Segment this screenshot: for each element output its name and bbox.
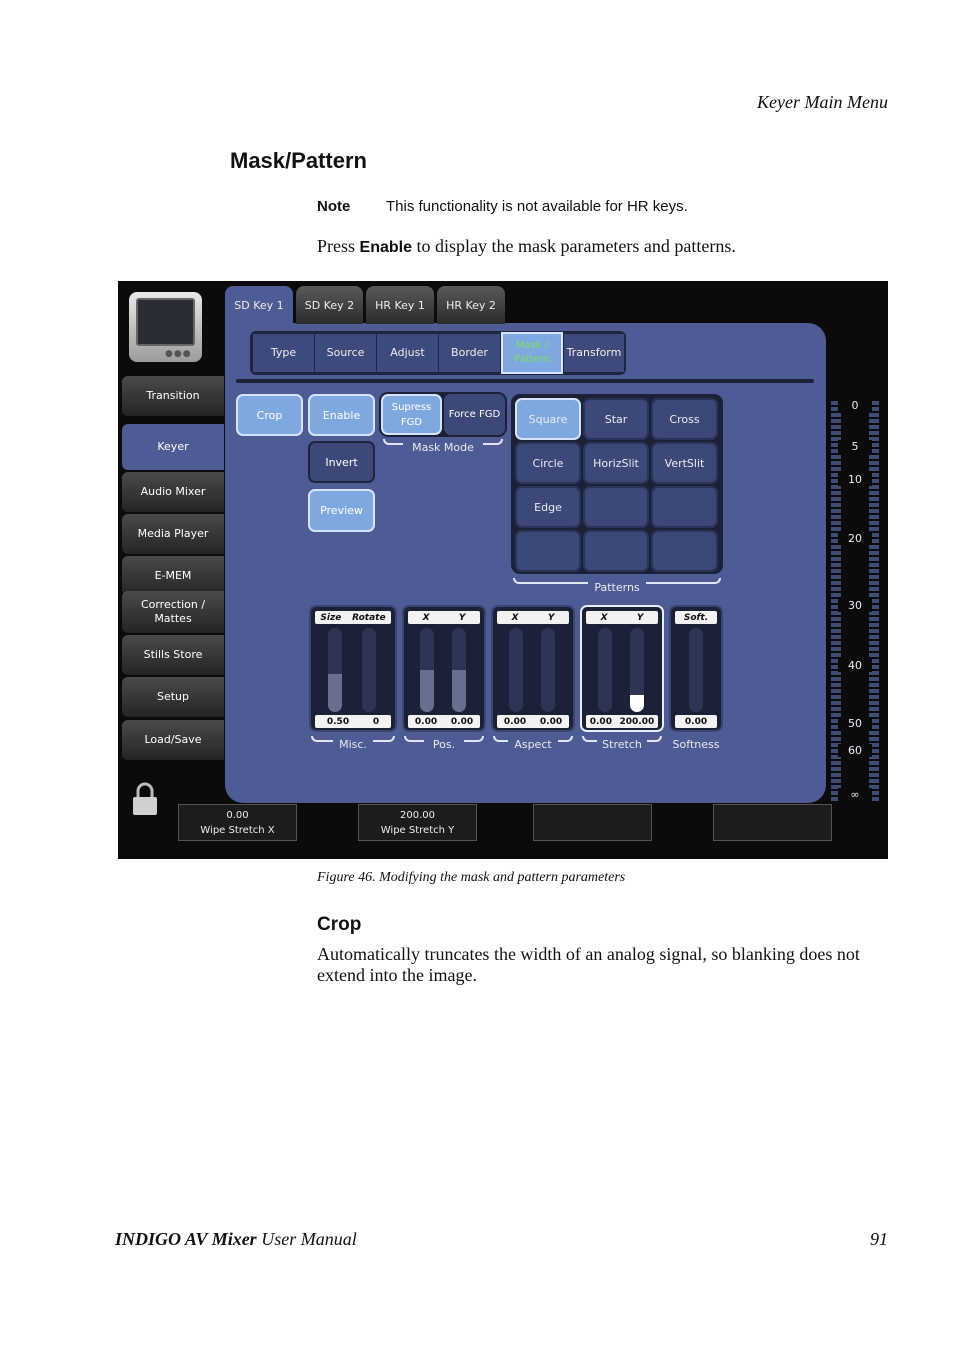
meter-label-60: 60 [838, 744, 872, 757]
keyer-screenshot [118, 281, 888, 859]
softness-slider-heads [675, 611, 717, 624]
sub-tab-mask-pattern[interactable]: Mask / Pattern [501, 332, 563, 374]
softness-value: 0.00 [684, 716, 708, 727]
empty-status-box[interactable] [713, 804, 832, 841]
stretch-label: Stretch [597, 738, 647, 751]
wipe-stretch-x-box[interactable] [178, 804, 297, 841]
footer-title [115, 1229, 357, 1250]
wipe-stretch-y-box[interactable] [358, 804, 477, 841]
patterns-label: Patterns [588, 581, 646, 594]
side-tab-e-mem[interactable]: E-MEM [122, 556, 224, 596]
rotate-slider[interactable] [362, 628, 376, 712]
para-press: Press [317, 236, 356, 256]
para-enable-keyword: Enable [359, 239, 412, 256]
pos-x-slider-fill [420, 670, 434, 712]
top-tab-sd-key-2[interactable]: SD Key 2 [296, 286, 363, 324]
aspect-label: Aspect [508, 738, 558, 751]
side-tab-load-save[interactable]: Load/Save [122, 720, 224, 760]
stretch-x-slider[interactable] [598, 628, 612, 712]
top-tab-hr-key-2[interactable]: HR Key 2 [437, 286, 505, 324]
misc-slider-heads [315, 611, 391, 624]
side-tab-transition[interactable]: Transition [122, 376, 224, 416]
aspect-y-slider[interactable] [541, 628, 555, 712]
side-tab-audio-mixer[interactable]: Audio Mixer [122, 472, 224, 512]
pos-y-head: Y [458, 612, 466, 623]
pos-label: Pos. [424, 738, 464, 751]
pattern-square[interactable]: Square [515, 398, 581, 440]
lock-icon[interactable] [130, 781, 160, 817]
subsection-title: Crop [317, 914, 362, 935]
pattern-edge[interactable]: Edge [515, 486, 581, 528]
sub-tab-border[interactable]: Border [439, 334, 500, 372]
pos-y-value: 0.00 [450, 716, 474, 727]
top-tab-sd-key-1[interactable]: SD Key 1 [225, 286, 293, 324]
side-tab-stills-store[interactable]: Stills Store [122, 635, 224, 675]
page-number: 91 [870, 1229, 888, 1249]
size-value: 0.50 [326, 716, 350, 727]
section-title: Mask/Pattern [230, 148, 367, 173]
meter-label-0: 0 [838, 399, 872, 412]
size-slider[interactable] [328, 628, 342, 712]
meter-label-50: 50 [838, 717, 872, 730]
body-text: Automatically truncates the width of an analog signal, so blanking does not extend into the image. [317, 944, 860, 985]
empty-status-box[interactable] [533, 804, 652, 841]
running-head: Keyer Main Menu [757, 92, 888, 112]
monitor-icon [129, 292, 202, 362]
instruction-paragraph [317, 236, 736, 257]
sub-tab-type[interactable]: Type [253, 334, 314, 372]
pattern-empty[interactable] [583, 486, 649, 528]
sub-tab-transform[interactable]: Transform [564, 334, 624, 372]
aspect-slider-values [497, 715, 569, 728]
pos-y-slider[interactable] [452, 628, 466, 712]
wipe-stretch-y-value: 200.00 [400, 810, 435, 821]
pattern-empty[interactable] [515, 530, 581, 572]
enable-button[interactable]: Enable [308, 394, 375, 436]
preview-button[interactable]: Preview [308, 489, 375, 532]
side-tab-correction-mattes[interactable]: Correction / Mattes [122, 591, 224, 633]
note-label: Note [317, 198, 351, 215]
aspect-x-head: X [511, 612, 519, 623]
pattern-circle[interactable]: Circle [515, 442, 581, 484]
stretch-x-head: X [600, 612, 608, 623]
note-text: This functionality is not available for HR keys. [386, 198, 688, 215]
aspect-x-value: 0.00 [503, 716, 527, 727]
supress-fgd-button[interactable]: Supress FGD [381, 394, 442, 435]
wipe-stretch-x-value: 0.00 [226, 810, 249, 821]
crop-button[interactable]: Crop [236, 394, 303, 436]
meter-label-infinity: ∞ [838, 788, 872, 801]
misc-label: Misc. [333, 738, 373, 751]
monitor-buttons: ●●● [165, 349, 192, 359]
monitor-screen [136, 298, 195, 346]
meter-label-30: 30 [838, 599, 872, 612]
meter-label-5: 5 [838, 440, 872, 453]
pos-y-slider-fill [452, 670, 466, 712]
pos-slider-values [408, 715, 480, 728]
pattern-empty[interactable] [651, 486, 718, 528]
pattern-vertslit[interactable]: VertSlit [651, 442, 718, 484]
softness-label: Softness [672, 738, 720, 751]
misc-slider-values [315, 715, 391, 728]
pos-slider-group [402, 605, 486, 732]
pattern-empty[interactable] [583, 530, 649, 572]
rotate-head: Rotate [352, 612, 386, 623]
pos-x-head: X [422, 612, 430, 623]
aspect-slider-heads [497, 611, 569, 624]
softness-head: Soft. [683, 612, 709, 623]
stretch-slider-values [586, 715, 658, 728]
softness-slider[interactable] [689, 628, 703, 712]
footer-product: INDIGO AV Mixer [115, 1229, 257, 1249]
top-tab-hr-key-1[interactable]: HR Key 1 [366, 286, 434, 324]
size-head: Size [320, 612, 342, 623]
aspect-slider-group [491, 605, 575, 732]
pos-slider-heads [408, 611, 480, 624]
aspect-y-value: 0.00 [539, 716, 563, 727]
force-fgd-button[interactable]: Force FGD [444, 394, 505, 435]
panel-divider [236, 379, 814, 383]
stretch-x-value: 0.00 [589, 716, 612, 727]
invert-button[interactable]: Invert [308, 441, 375, 483]
pattern-cross[interactable]: Cross [651, 398, 718, 440]
meter-label-10: 10 [838, 473, 872, 486]
pos-x-slider[interactable] [420, 628, 434, 712]
stretch-y-value: 200.00 [619, 716, 655, 727]
meter-label-20: 20 [838, 532, 872, 545]
aspect-y-head: Y [547, 612, 555, 623]
aspect-x-slider[interactable] [509, 628, 523, 712]
sub-tab-adjust[interactable]: Adjust [377, 334, 438, 372]
pattern-horizslit[interactable]: HorizSlit [583, 442, 649, 484]
mask-mode-label: Mask Mode [403, 441, 483, 454]
pattern-star[interactable]: Star [583, 398, 649, 440]
stretch-y-slider[interactable] [630, 628, 644, 712]
pattern-empty[interactable] [651, 530, 718, 572]
para-rest: to display the mask parameters and patterns. [416, 236, 736, 256]
wipe-stretch-x-label: Wipe Stretch X [200, 825, 275, 836]
softness-slider-values [675, 715, 717, 728]
stretch-y-head: Y [636, 612, 644, 623]
pos-x-value: 0.00 [414, 716, 438, 727]
figure-caption: Figure 46. Modifying the mask and pattern parameters [317, 870, 626, 885]
side-tab-setup[interactable]: Setup [122, 677, 224, 717]
side-tab-media-player[interactable]: Media Player [122, 514, 224, 554]
meter-label-40: 40 [838, 659, 872, 672]
stretch-y-slider-fill [630, 695, 644, 712]
softness-slider-group [669, 605, 723, 732]
stretch-slider-heads [586, 611, 658, 624]
footer-manual: User Manual [261, 1229, 357, 1249]
misc-slider-group [309, 605, 397, 732]
wipe-stretch-y-label: Wipe Stretch Y [380, 825, 455, 836]
stretch-slider-group [580, 605, 664, 732]
rotate-value: 0 [372, 716, 380, 727]
side-tab-keyer[interactable]: Keyer [122, 424, 224, 470]
sub-tab-source[interactable]: Source [315, 334, 376, 372]
size-slider-fill [328, 674, 342, 712]
